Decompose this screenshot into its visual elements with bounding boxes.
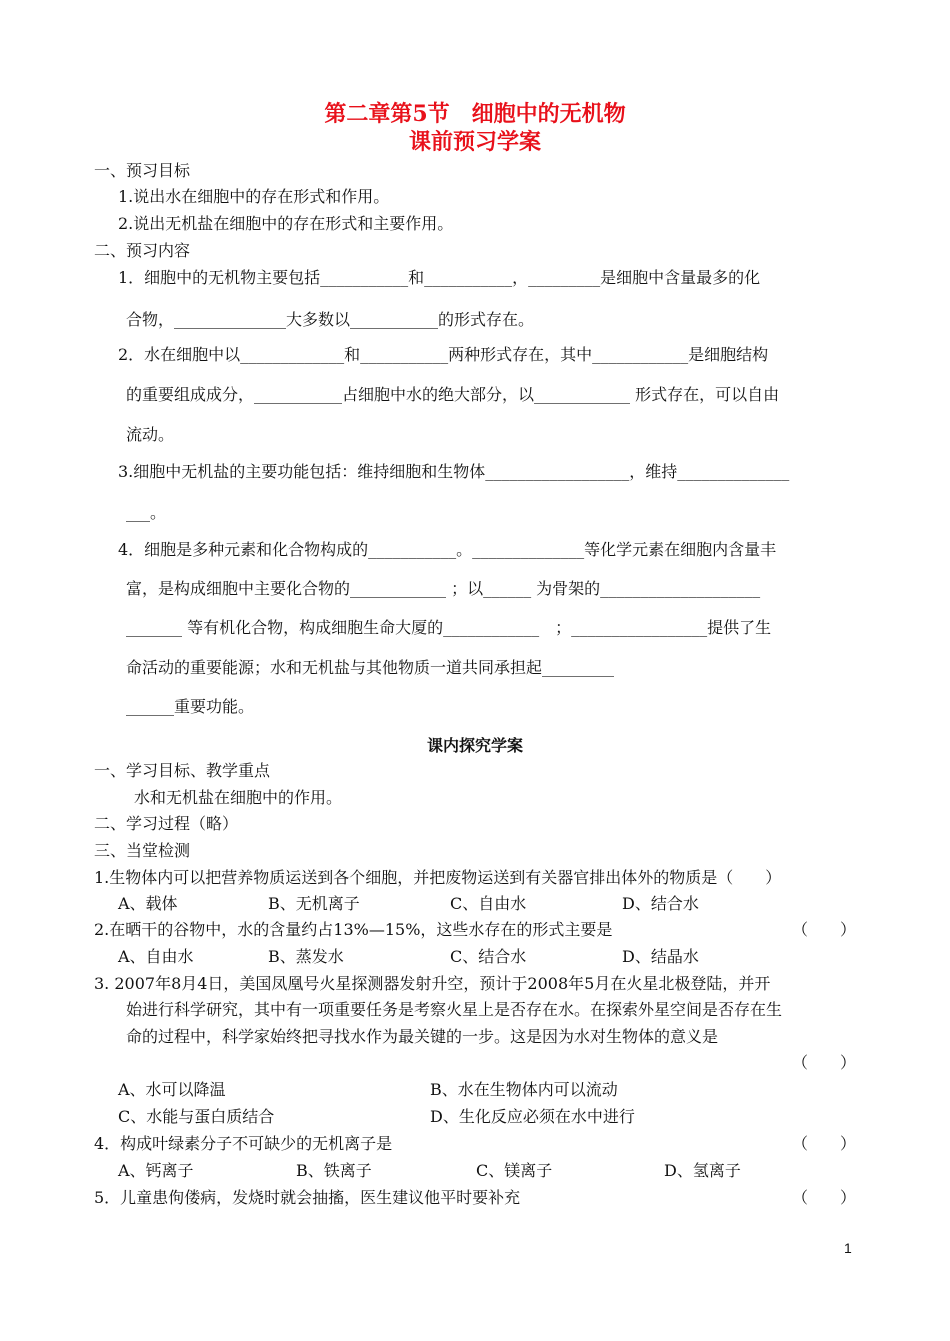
option: A、水可以降温 [118,1080,226,1099]
section-heading: 一、预习目标 [94,161,191,180]
option: A、钙离子 [118,1161,194,1180]
option: B、蒸发水 [268,947,344,966]
question-text: 4．细胞是多种元素和化合物构成的___________。______________等化学元素在细胞内含量丰 [118,540,777,559]
question-stem: 1.生物体内可以把营养物质运送到各个细胞，并把废物运送到有关器官排出体外的物质是（ ） [94,868,782,887]
answer-paren: （ ） [792,1053,857,1072]
question-stem: 2.在晒干的谷物中，水的含量约占13%—15%，这些水存在的形式主要是 [94,920,613,939]
option: D、氢离子 [664,1161,741,1180]
answer-paren: （ ） [792,920,857,939]
section-heading: 一、学习目标、教学重点 [94,761,271,780]
option: D、结晶水 [622,947,699,966]
question-stem: 命的过程中，科学家始终把寻找水作为最关键的一步。这是因为水对生物体的意义是 [126,1027,719,1046]
section-heading: 二、预习内容 [94,241,191,260]
question-text: 命活动的重要能源；水和无机盐与其他物质一道共同承担起_________ [126,658,615,677]
option: C、水能与蛋白质结合 [118,1107,275,1126]
question-stem: 始进行科学研究，其中有一项重要任务是考察火星上是否存在水。在探索外星空间是否存在生 [126,1000,783,1019]
page-title: 第二章第5节 细胞中的无机物 [324,101,626,127]
question-text: _______ 等有机化合物，构成细胞生命大厦的____________ ；_________________提供了生 [126,618,772,637]
question-text: 流动。 [126,425,175,444]
question-stem: 5．儿童患佝偻病，发烧时就会抽搐，医生建议他平时要补充 [94,1188,521,1207]
option: B、无机离子 [268,894,360,913]
option: C、结合水 [450,947,527,966]
question-text: 合物，______________大多数以___________的形式存在。 [126,310,535,329]
option: B、水在生物体内可以流动 [430,1080,618,1099]
question-text: ______重要功能。 [126,697,255,716]
answer-paren: （ ） [792,1188,857,1207]
question-stem: 4．构成叶绿素分子不可缺少的无机离子是 [94,1134,393,1153]
goal-item: 1.说出水在细胞中的存在形式和作用。 [118,187,390,206]
option: D、生化反应必须在水中进行 [430,1107,635,1126]
question-text: 1．细胞中的无机物主要包括___________和___________，_________是细胞中含量最多的化 [118,268,761,287]
question-text: 的重要组成成分，___________占细胞中水的绝大部分，以____________ 形式存在，可以自由 [126,385,780,404]
section-title: 课内探究学案 [426,736,523,755]
goal-item: 2.说出无机盐在细胞中的存在形式和主要作用。 [118,214,454,233]
option: B、铁离子 [296,1161,372,1180]
page-subtitle: 课前预习学案 [408,129,541,155]
question-text: 2．水在细胞中以_____________和___________两种形式存在，其中____________是细胞结构 [118,345,769,364]
section-text: 水和无机盐在细胞中的作用。 [134,788,343,807]
question-text: 富，是构成细胞中主要化合物的____________ ；以______ 为骨架的____________________ [126,579,761,598]
question-text: 3.细胞中无机盐的主要功能包括：维持细胞和生物体__________________，维持______________ [118,462,790,481]
option: A、自由水 [118,947,194,966]
option: A、载体 [118,894,178,913]
question-stem: 3. 2007年8月4日，美国凤凰号火星探测器发射升空，预计于2008年5月在火星北极登陆，并开 [94,974,771,993]
option: C、自由水 [450,894,527,913]
section-heading: 二、学习过程（略） [94,814,239,833]
question-text: ___。 [126,503,167,522]
page-number: 1 [844,1240,852,1256]
option: D、结合水 [622,894,699,913]
option: C、镁离子 [476,1161,553,1180]
answer-paren: （ ） [792,1134,857,1153]
section-heading: 三、当堂检测 [94,841,191,860]
